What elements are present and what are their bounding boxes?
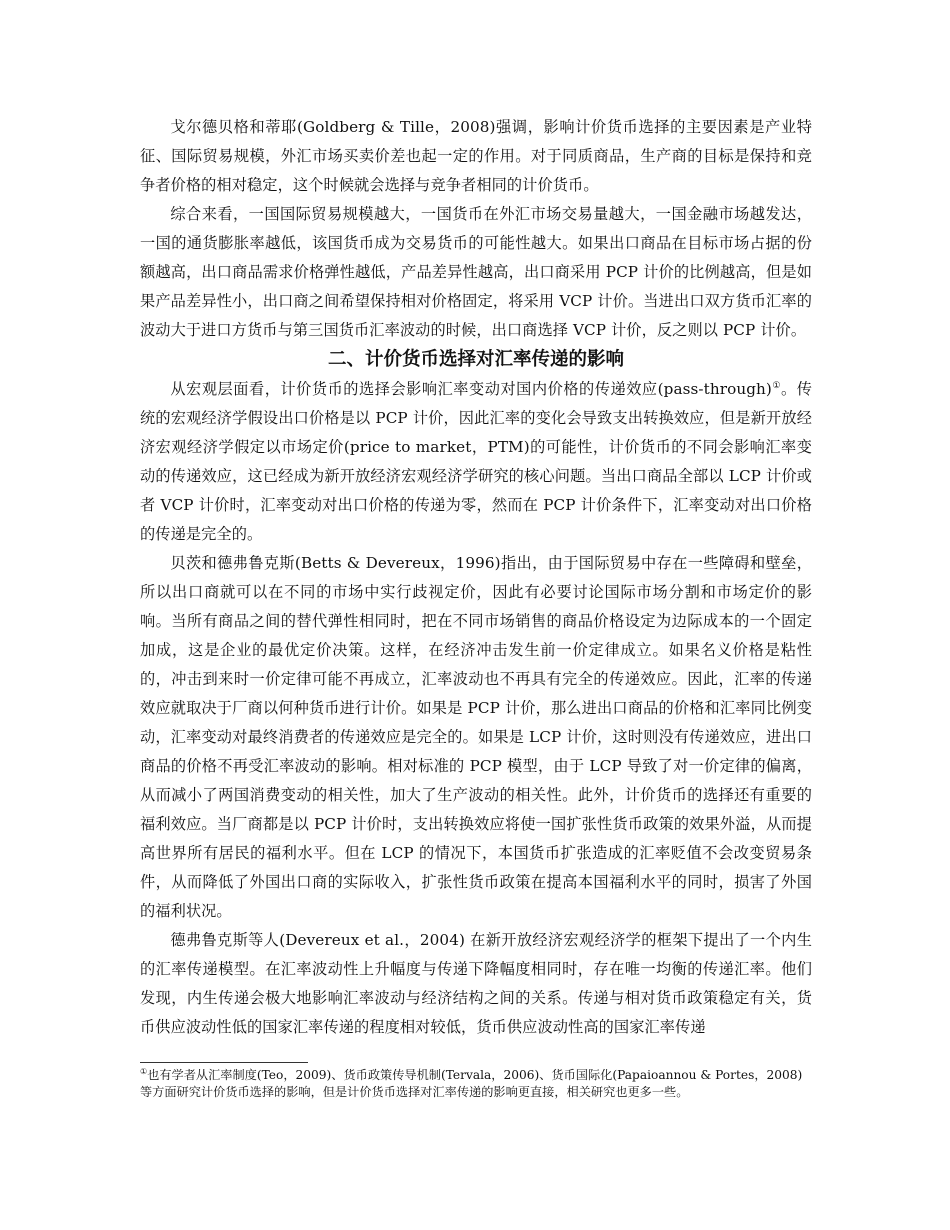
- paragraph-devereux-et-al: 德弗鲁克斯等人(Devereux et al.，2004) 在新开放经济宏观经济学的框架下提出了一个内生的汇率传递模型。在汇率波动性上升幅度与传递下降幅度相同时，存在唯一均衡的传递汇率。他们发现，内生传递会极大地影响汇率波动与经济结构之间的关系。传递与相对货币政策稳定有关，货币供应波动性低的国家汇率传递的程度相对较低，货币供应波动性高的国家汇率传递: [140, 931, 812, 1036]
- paragraph-macro-view-text-start: 从宏观层面看，计价货币的选择会影响汇率变动对国内价格的传递效应(pass-through): [170, 380, 772, 398]
- footnote-marker: ①: [140, 1066, 148, 1076]
- body-text: [140, 113, 812, 1042]
- section-heading: 二、计价货币选择对汇率传递的影响: [327, 349, 624, 370]
- paragraph-summary: 综合来看，一国国际贸易规模越大，一国货币在外汇市场交易量越大，一国金融市场越发达，一国的通货膨胀率越低，该国货币成为交易货币的可能性越大。如果出口商品在目标市场占据的份额越高，出口商品需求价格弹性越低，产品差异性越高，出口商采用 PCP 计价的比例越高，但是如果产品差异性小，出口商之间希望保持相对价格固定，将采用 VCP 计价。当进出口双方货币汇率的波动大于进口方货币与第三国货币汇率波动的时候，出口商选择 VCP 计价，反之则以 PCP 计价。: [140, 205, 812, 339]
- footnote-text: 也有学者从汇率制度(Teo，2009)、货币政策传导机制(Tervala，2006)、货币国际化(Papaioannou & Portes，2008)等方面研究计价货币选择的影响，但是计价货币选择对汇率传递的影响更直接，相关研究也更多一些。: [140, 1068, 803, 1099]
- paragraph-goldberg-tille: 戈尔德贝格和蒂耶(Goldberg & Tille，2008)强调，影响计价货币选择的主要因素是产业特征、国际贸易规模，外汇市场买卖价差也起一定的作用。对于同质商品，生产商的目标是保持和竞争者价格的相对稳定，这个时候就会选择与竞争者相同的计价货币。: [140, 118, 812, 194]
- paragraph-macro-view: [140, 375, 812, 549]
- paragraph-macro-view-text-end: 。传统的宏观经济学假设出口价格是以 PCP 计价，因此汇率的变化会导致支出转换效应，但是新开放经济宏观经济学假定以市场定价(price to market，PTM)的可能性，计价货币的不同会影响汇率变动的传递效应，这已经成为新开放经济宏观经济学研究的核心问题。当出口商品全部以 LCP 计价或者 VCP 计价时，汇率变动对出口价格的传递为零，然而在 PCP 计价条件下，汇率变动对出口价格的传递是完全的。: [140, 380, 813, 543]
- footnote-divider: [140, 1062, 308, 1063]
- paragraph-betts-devereux: 贝茨和德弗鲁克斯(Betts & Devereux，1996)指出，由于国际贸易中存在一些障碍和壁垒，所以出口商就可以在不同的市场中实行歧视定价，因此有必要讨论国际市场分割和市场定价的影响。当所有商品之间的替代弹性相同时，把在不同市场销售的商品价格设定为边际成本的一个固定加成，这是企业的最优定价决策。这样，在经济冲击发生前一价定律成立。如果名义价格是粘性的，冲击到来时一价定律可能不再成立，汇率波动也不再具有完全的传递效应。因此，汇率的传递效应就取决于厂商以何种货币进行计价。如果是 PCP 计价，那么进出口商品的价格和汇率同比例变动，汇率变动对最终消费者的传递效应是完全的。如果是 LCP 计价，这时则没有传递效应，进出口商品的价格不再受汇率波动的影响。相对标准的 PCP 模型，由于 LCP 导致了对一价定律的偏离，从而减小了两国消费变动的相关性，加大了生产波动的相关性。此外，计价货币的选择还有重要的福利效应。当厂商都是以 PCP 计价时，支出转换效应将使一国扩张性货币政策的效果外溢，从而提高世界所有居民的福利水平。但在 LCP 的情况下，本国货币扩张造成的汇率贬值不会改变贸易条件，从而降低了外国出口商的实际收入，扩张性货币政策在提高本国福利水平的同时，损害了外国的福利状况。: [140, 554, 812, 920]
- footnote: [140, 1067, 812, 1101]
- footnote-reference[interactable]: ①: [771, 380, 781, 391]
